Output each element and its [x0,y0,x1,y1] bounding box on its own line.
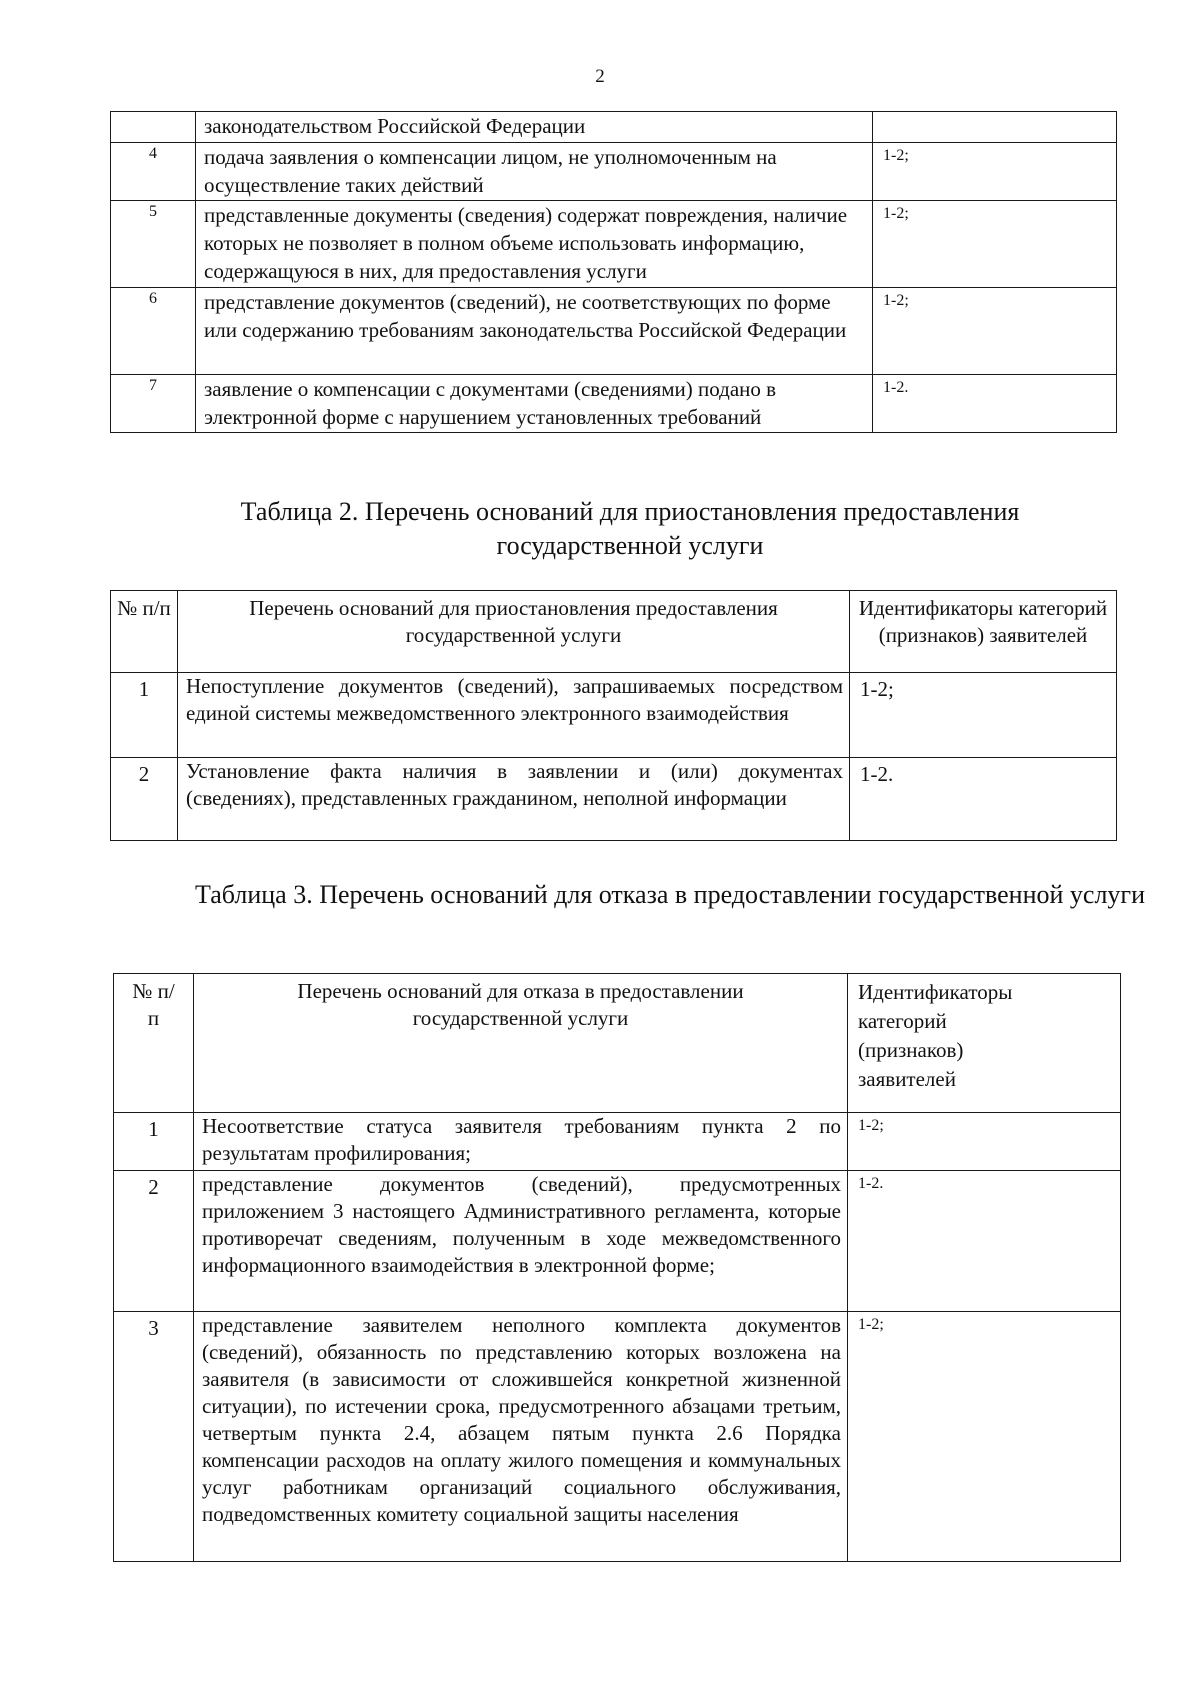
row-text: Несоответствие статуса заявителя требованиям пункта 2 по результатам профилирования; [194,1113,848,1171]
table-row [114,1312,1121,1562]
suspension-grounds-table [110,590,1117,841]
row-number: 5 [111,201,196,288]
row-text: заявление о компенсации с документами (сведениями) подано в электронной форме с нарушением установленных требований [196,375,873,433]
header-number: № п/п [111,591,178,673]
page-number: 2 [595,66,605,87]
header-identifiers: Идентификаторы категорий (признаков) заявителей [848,974,1121,1113]
header-identifiers: Идентификаторы категорий (признаков) заявителей [850,591,1117,673]
header-grounds: Перечень оснований для отказа в предоставлении государственной услуги [194,974,848,1113]
row-ids [873,112,1117,143]
row-number [111,112,196,143]
row-number: 2 [111,758,178,841]
table-row [111,288,1117,375]
row-ids: 1-2; [848,1312,1121,1562]
table-row [111,112,1117,143]
row-number: 3 [114,1312,194,1562]
table-row [111,758,1117,841]
table-header-row [111,591,1117,673]
row-number: 6 [111,288,196,375]
row-number: 1 [114,1113,194,1171]
table-row [111,375,1117,433]
row-ids: 1-2. [848,1171,1121,1312]
row-ids: 1-2; [848,1113,1121,1171]
row-number: 4 [111,143,196,201]
refusal-grounds-table [113,973,1121,1562]
table-row [111,673,1117,758]
table-row [111,201,1117,288]
row-text: представление документов (сведений), не соответствующих по форме или содержанию требованиям законодательства Российской Федерации [196,288,873,375]
row-text: Непоступление документов (сведений), запрашиваемых посредством единой системы межведомственного электронного взаимодействия [178,673,850,758]
row-number: 2 [114,1171,194,1312]
row-ids: 1-2; [873,143,1117,201]
table-row [114,1113,1121,1171]
row-text: представление документов (сведений), предусмотренных приложением 3 настоящего Административного регламента, которые противоречат сведениям, полученным в ходе межведомственного информационного взаимодействия в электронной форме; [194,1171,848,1312]
table-row [114,1171,1121,1312]
row-ids: 1-2; [873,201,1117,288]
row-number: 1 [111,673,178,758]
row-text: Установление факта наличия в заявлении и (или) документах (сведениях), представленных гражданином, неполной информации [178,758,850,841]
row-text: подача заявления о компенсации лицом, не уполномоченным на осуществление таких действий [196,143,873,201]
row-text: законодательством Российской Федерации [196,112,873,143]
header-number: № п/п [114,974,194,1113]
table2-title: Таблица 2. Перечень оснований для приостановления предоставления государственной услуги [240,497,1020,560]
table-row [111,143,1117,201]
row-ids: 1-2; [873,288,1117,375]
grounds-table-continuation [110,111,1117,433]
row-text: представленные документы (сведения) содержат повреждения, наличие которых не позволяет в полном объеме использовать информацию, содержащуюся в них, для предоставления услуги [196,201,873,288]
table-header-row [114,974,1121,1113]
row-ids: 1-2. [850,758,1117,841]
row-number: 7 [111,375,196,433]
row-ids: 1-2. [873,375,1117,433]
table3-title: Таблица 3. Перечень оснований для отказа в предоставлении государственной услуги [195,880,1145,909]
row-text: представление заявителем неполного комплекта документов (сведений), обязанность по представлению которых возложена на заявителя (в зависимости от сложившейся конкретной жизненной ситуации), по истечении срока, предусмотренного абзацами третьим, четвертым пункта 2.4, абзацем пятым пункта 2.6 Порядка компенсации расходов на оплату жилого помещения и коммунальных услуг работникам организаций социального обслуживания, подведомственных комитету социальной защиты населения [194,1312,848,1562]
header-grounds: Перечень оснований для приостановления предоставления государственной услуги [178,591,850,673]
row-ids: 1-2; [850,673,1117,758]
